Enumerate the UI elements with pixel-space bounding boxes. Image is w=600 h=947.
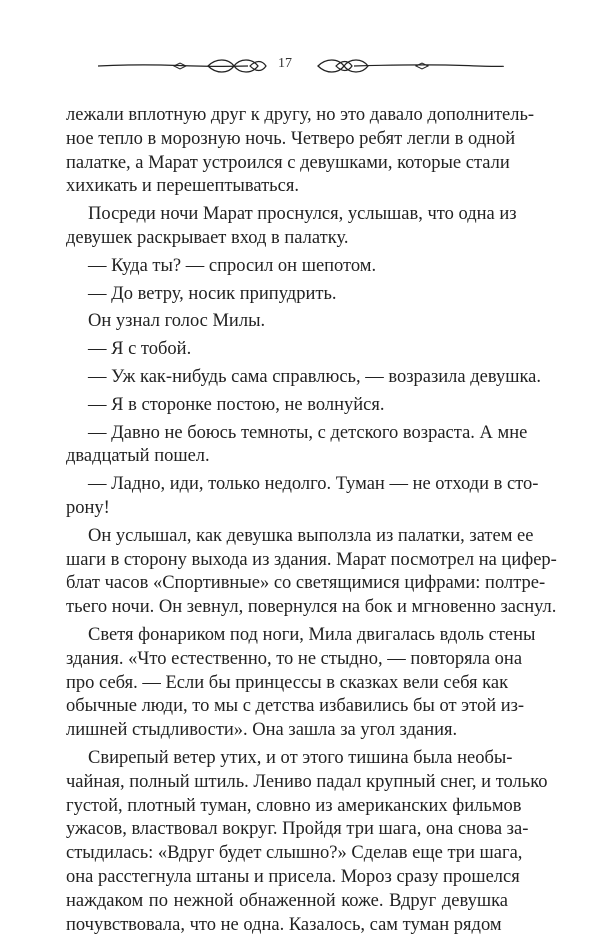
text-line: ужасов, властвовал вокруг. Пройдя три шага, она снова за- [66, 819, 529, 840]
text-line: — Куда ты? — спросил он шепотом. [88, 255, 377, 276]
ornament-right-icon [314, 50, 504, 82]
page-header [0, 50, 600, 82]
text-line: шаги в сторону выхода из здания. Марат посмотрел на цифер- [66, 549, 557, 570]
text-line: блат часов «Спортивные» со светящимися цифрами: полтре- [66, 573, 546, 594]
paragraph [66, 283, 508, 307]
paragraph [66, 422, 528, 470]
paragraph [66, 366, 542, 390]
text-line: Светя фонариком под ноги, Мила двигалась вдоль стены [88, 624, 536, 645]
text-line: — Ладно, иди, только недолго. Туман — не отходи в сто- [88, 474, 539, 495]
ornament-left-icon [98, 50, 288, 82]
text-line: — Уж как-нибудь сама справлюсь, — возразила девушка. [88, 366, 542, 387]
text-line: чайная, полный штиль. Лениво падал крупный снег, и только [66, 771, 548, 792]
text-line: — Я в сторонке постою, не волнуйся. [88, 394, 385, 415]
text-line: палатке, а Марат устроился с девушками, которые стали [66, 152, 510, 173]
text-line: девушек раскрывает вход в палатку. [66, 227, 349, 248]
text-line: хихикать и перешептываться. [66, 176, 299, 197]
text-line: — До ветру, носик припудрить. [88, 283, 337, 304]
page-number: 17 [278, 56, 292, 71]
paragraph [66, 203, 517, 251]
body-text [66, 104, 557, 941]
paragraph [66, 394, 508, 418]
text-line: Он узнал голос Милы. [88, 311, 266, 332]
text-line: Свирепый ветер утих, и от этого тишина была необы- [88, 747, 513, 768]
text-line: почувствовала, что не одна. Казалось, сам туман рядом [66, 914, 502, 935]
paragraph [66, 624, 536, 743]
paragraph [66, 310, 508, 334]
paragraph [66, 255, 508, 279]
paragraph [66, 338, 508, 362]
paragraph [66, 525, 557, 620]
text-line: густой, плотный туман, словно из американских фильмов [66, 795, 522, 816]
text-line: ное тепло в морозную ночь. Четверо ребят легли в одной [66, 128, 516, 149]
text-line: — Давно не боюсь темноты, с детского возраста. А мне [88, 422, 528, 443]
text-line: наждаком по нежной обнаженной коже. Вдруг девушка [66, 890, 508, 911]
text-line: двадцатый пошел. [66, 446, 210, 467]
text-line: Посреди ночи Марат проснулся, услышав, что одна из [88, 204, 517, 225]
text-line: рону! [66, 497, 110, 518]
text-line: Он услышал, как девушка выползла из палатки, затем ее [88, 525, 534, 546]
text-line: обычные люди, то мы с детства избавились бы от этой из- [66, 696, 525, 717]
paragraph [66, 747, 548, 937]
paragraph [66, 473, 539, 521]
text-line: здания. «Что естественно, то не стыдно, — повторяла она [66, 648, 523, 669]
text-line: она расстегнула штаны и присела. Мороз сразу прошелся [66, 866, 520, 887]
text-line: лишней стыдливости». Она зашла за угол здания. [66, 720, 458, 741]
text-line: стыдилась: «Вдруг будет слышно?» Сделав еще три шага, [66, 843, 523, 864]
text-line: тьего ночи. Он зевнул, повернулся на бок и мгновенно заснул. [66, 597, 557, 618]
text-line: — Я с тобой. [88, 339, 192, 360]
text-line: лежали вплотную друг к другу, но это давало дополнитель- [66, 105, 535, 125]
text-line: про себя. — Если бы принцессы в сказках вели себя как [66, 672, 509, 693]
paragraph [66, 104, 535, 199]
